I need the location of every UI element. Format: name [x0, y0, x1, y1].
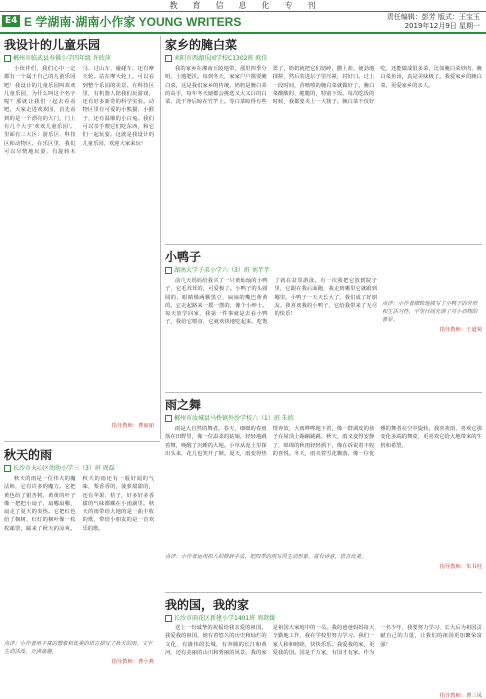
article-rain-dance — [165, 396, 482, 588]
page-title: E 学湖南·湖南小作家 YOUNG WRITERS — [24, 15, 242, 29]
article-body: 秋天的雨是一位伟大的魔法师，它有许多的魔力。它把黄色给了银杏树，黄黄的叶子像一把把小扇子，扇哪扇哪，扇走了夏天的炎热。它把红色给了枫树，红红的枫叶像一枚枚邮票，邮来了秋天的凉爽。秋天的雨还有一股好闻的气味，梨香香的，菠萝甜甜的，还有苹果、桔子，好多好多香甜的气味都藏在小雨滴里。秋天的雨带给大地的是一曲丰收的歌，带给小朋友的是一首欢乐的歌。 — [4, 476, 154, 532]
supplement-title: 教 育 信 息 化 专 刊 — [169, 1, 317, 10]
article-byline: 郴州市临武县寿佛小学四年级 许欣萍 — [4, 53, 154, 62]
article-body: 雨是大自然的舞者。春天，细细的春雨落在田野里，像一位温柔的姑娘，轻轻地跳着舞，唤醒了沉睡的大地。小草从泥土里探出头来，花儿也笑开了颜。夏天，雨变得热情奔放，大雨哗哗地下着，像一群调皮的孩子在屋顶上蹦蹦跳跳。秋天，雨又变得安静了，绵绵的秋雨轻轻洒下，像在诉说着丰收的喜悦。冬天，雨夹着雪花飘落，像一位优雅的舞者在空中旋转。我喜欢雨，喜欢它那变化多端的舞姿，更喜欢它给大地带来的生机和希望。 — [165, 426, 482, 457]
teacher-credit: 指导教师：曹丽丽 — [111, 423, 154, 429]
section-divider — [165, 392, 482, 393]
author-icon — [4, 55, 11, 62]
duckling-comment-block — [382, 300, 482, 388]
article-autumn-rain — [4, 446, 154, 689]
article-body: 送上一份诚挚的祝福给我亲爱的祖国。我爱我的祖国，她有着悠久的历史和灿烂的文化，有雄伟的长城，有奔腾的长江和黄河，还有美丽的山川和秀丽的风景。我的家是祖国大家庭中的一员。我的爸爸妈妈每天辛勤地工作，我在学校里努力学习。我们一家人和和睦睦，快快乐乐。我爱我的家，更爱我的国。国是千万家，有国才有家。作为一名少年，我要努力学习，长大后为祖国贡献自己的力量，让我们的祖国更加繁荣富强！ — [165, 625, 482, 656]
article-title: 家乡的腌白菜 — [165, 38, 238, 52]
teacher-credit: 指导教师：曹三凤 — [439, 693, 482, 699]
author-icon — [165, 55, 172, 62]
article-byline: 长沙市雨花区新建小学1401班 周歆媛 — [165, 613, 482, 622]
teacher-credit: 指导教师：王道菊 — [439, 327, 482, 333]
article-body: 我的家乡在湘南丘陵地带，那里四季分明，土地肥沃。每到冬天，家家户户都要腌白菜，这是我们家乡的传统。奶奶是腌白菜的高手，每年冬天她都会挑选又大又白的白菜，洗干净后晾在竹竿上。等白菜晾得有些蔫了，奶奶就把它们切碎，撒上盐，使劲地揉搓，然后装进坛子里压紧，封好口。过上一段时间，香喷喷的腌白菜就做好了。腌白菜酸酸的、脆脆的，特别下饭。每次吃饭的时候，我都要夹上一大筷子。腌白菜不仅好吃，还能做成很多菜，比如腌白菜炒肉、腌白菜鱼汤，真是美味极了。我爱家乡的腌白菜，更爱家乡的亲人。 — [165, 66, 482, 106]
article-byline: 长沙市天心区幼幼小学三（3）班 周磊 — [4, 463, 154, 472]
article-body: 前几天妈妈给我买了一只黄灿灿的小鸭子，它毛茸茸的，可爱极了。小鸭子的头圆圆的，眼睛像两颗黑豆，扁扁的嘴巴黄黄的。它走起路来一摇一摆的，像个小绅士。每天放学回家，我第一件事就是去看小鸭子。我给它喂食，它就欢快地吃起来，吃饱了就在盆里游泳。有一次我把它放到院子里，它跟在我后面跑，我走到哪里它就跟到哪里。小鸭子一天天长大了，我们成了好朋友。我喜欢我的小鸭子，它给我带来了无尽的快乐！ — [165, 278, 377, 326]
article-cabbage — [165, 36, 482, 241]
article-byline: 郴州市汝城县马桥镇外沙学校六（1）班 朱欣 — [165, 413, 482, 422]
teacher-credit: 指导教师：曹小燕 — [111, 659, 154, 665]
author-icon — [165, 415, 172, 422]
section-divider — [4, 441, 160, 442]
comment: 点评：小作者细致地描写了小鸭子的外形和生活习性，字里行间充满了对小动物的喜爱。 — [382, 301, 478, 323]
page-header — [0, 11, 486, 34]
article-title: 雨之舞 — [165, 398, 202, 412]
author-icon — [165, 267, 172, 274]
section-divider — [165, 592, 482, 593]
article-byline: 湖南大学子弟小学六（3）班 刘芊芊 — [165, 265, 377, 274]
article-body: 小伙伴们，我们心中一定都有一个属于自己的儿童乐园吧！我设计的儿童乐园叫欢欢儿童乐园，为什么叫这个名字呢？那就让我们一起去看看吧。大家走进欢欢园，首先看到的是一个漂亮的大门，门上有几个大字'欢欢儿童乐园'。里面有三大区：游乐区、科技区和动物区。在乐区里，我们可以尽情地玩耍，有旋转木马、过山车、碰碰车，还有摩天轮。站在摩天轮上，可以看到整个乐园的美景。在科技区里，有机器人陪我们玩游戏，还有好多新奇的科学实验。动物区里有可爱的小熊猫、小猴子，还有温顺的小白兔。我们可以亲手喂它们吃东西，和它们一起玩耍。这就是我设计的儿童乐园，欢迎大家来玩！ — [4, 66, 154, 155]
column-divider — [160, 36, 161, 439]
article-title: 秋天的雨 — [4, 448, 53, 462]
article-playground — [4, 36, 154, 439]
article-title: 我设计的儿童乐园 — [4, 38, 101, 52]
comment: 点评：小作者用丰富的想象和优美的语言描写了秋天的雨，文字生动活泼，充满童趣。 — [4, 641, 153, 655]
teacher-credit: 指导教师：朱书桂 — [439, 564, 482, 570]
edition-info: 责任编辑：彭芳 版式：王宝玉 2019年12月9日 星期一 — [386, 13, 480, 30]
section-divider — [165, 244, 482, 245]
article-duckling — [165, 248, 377, 388]
article-byline: 耒阳市西湖乐园学校C1302班 欧佳 — [165, 53, 482, 62]
author-icon — [4, 465, 11, 472]
author-icon — [165, 615, 172, 622]
comment: 点评：小作者运用拟人的修辞手法，把四季的雨写得生动形象，富有诗意，语言优美。 — [165, 554, 367, 560]
article-title: 小鸭子 — [165, 250, 202, 264]
article-my-country — [165, 596, 482, 699]
page-number: E4 — [2, 15, 20, 27]
article-title: 我的国，我的家 — [165, 598, 250, 612]
